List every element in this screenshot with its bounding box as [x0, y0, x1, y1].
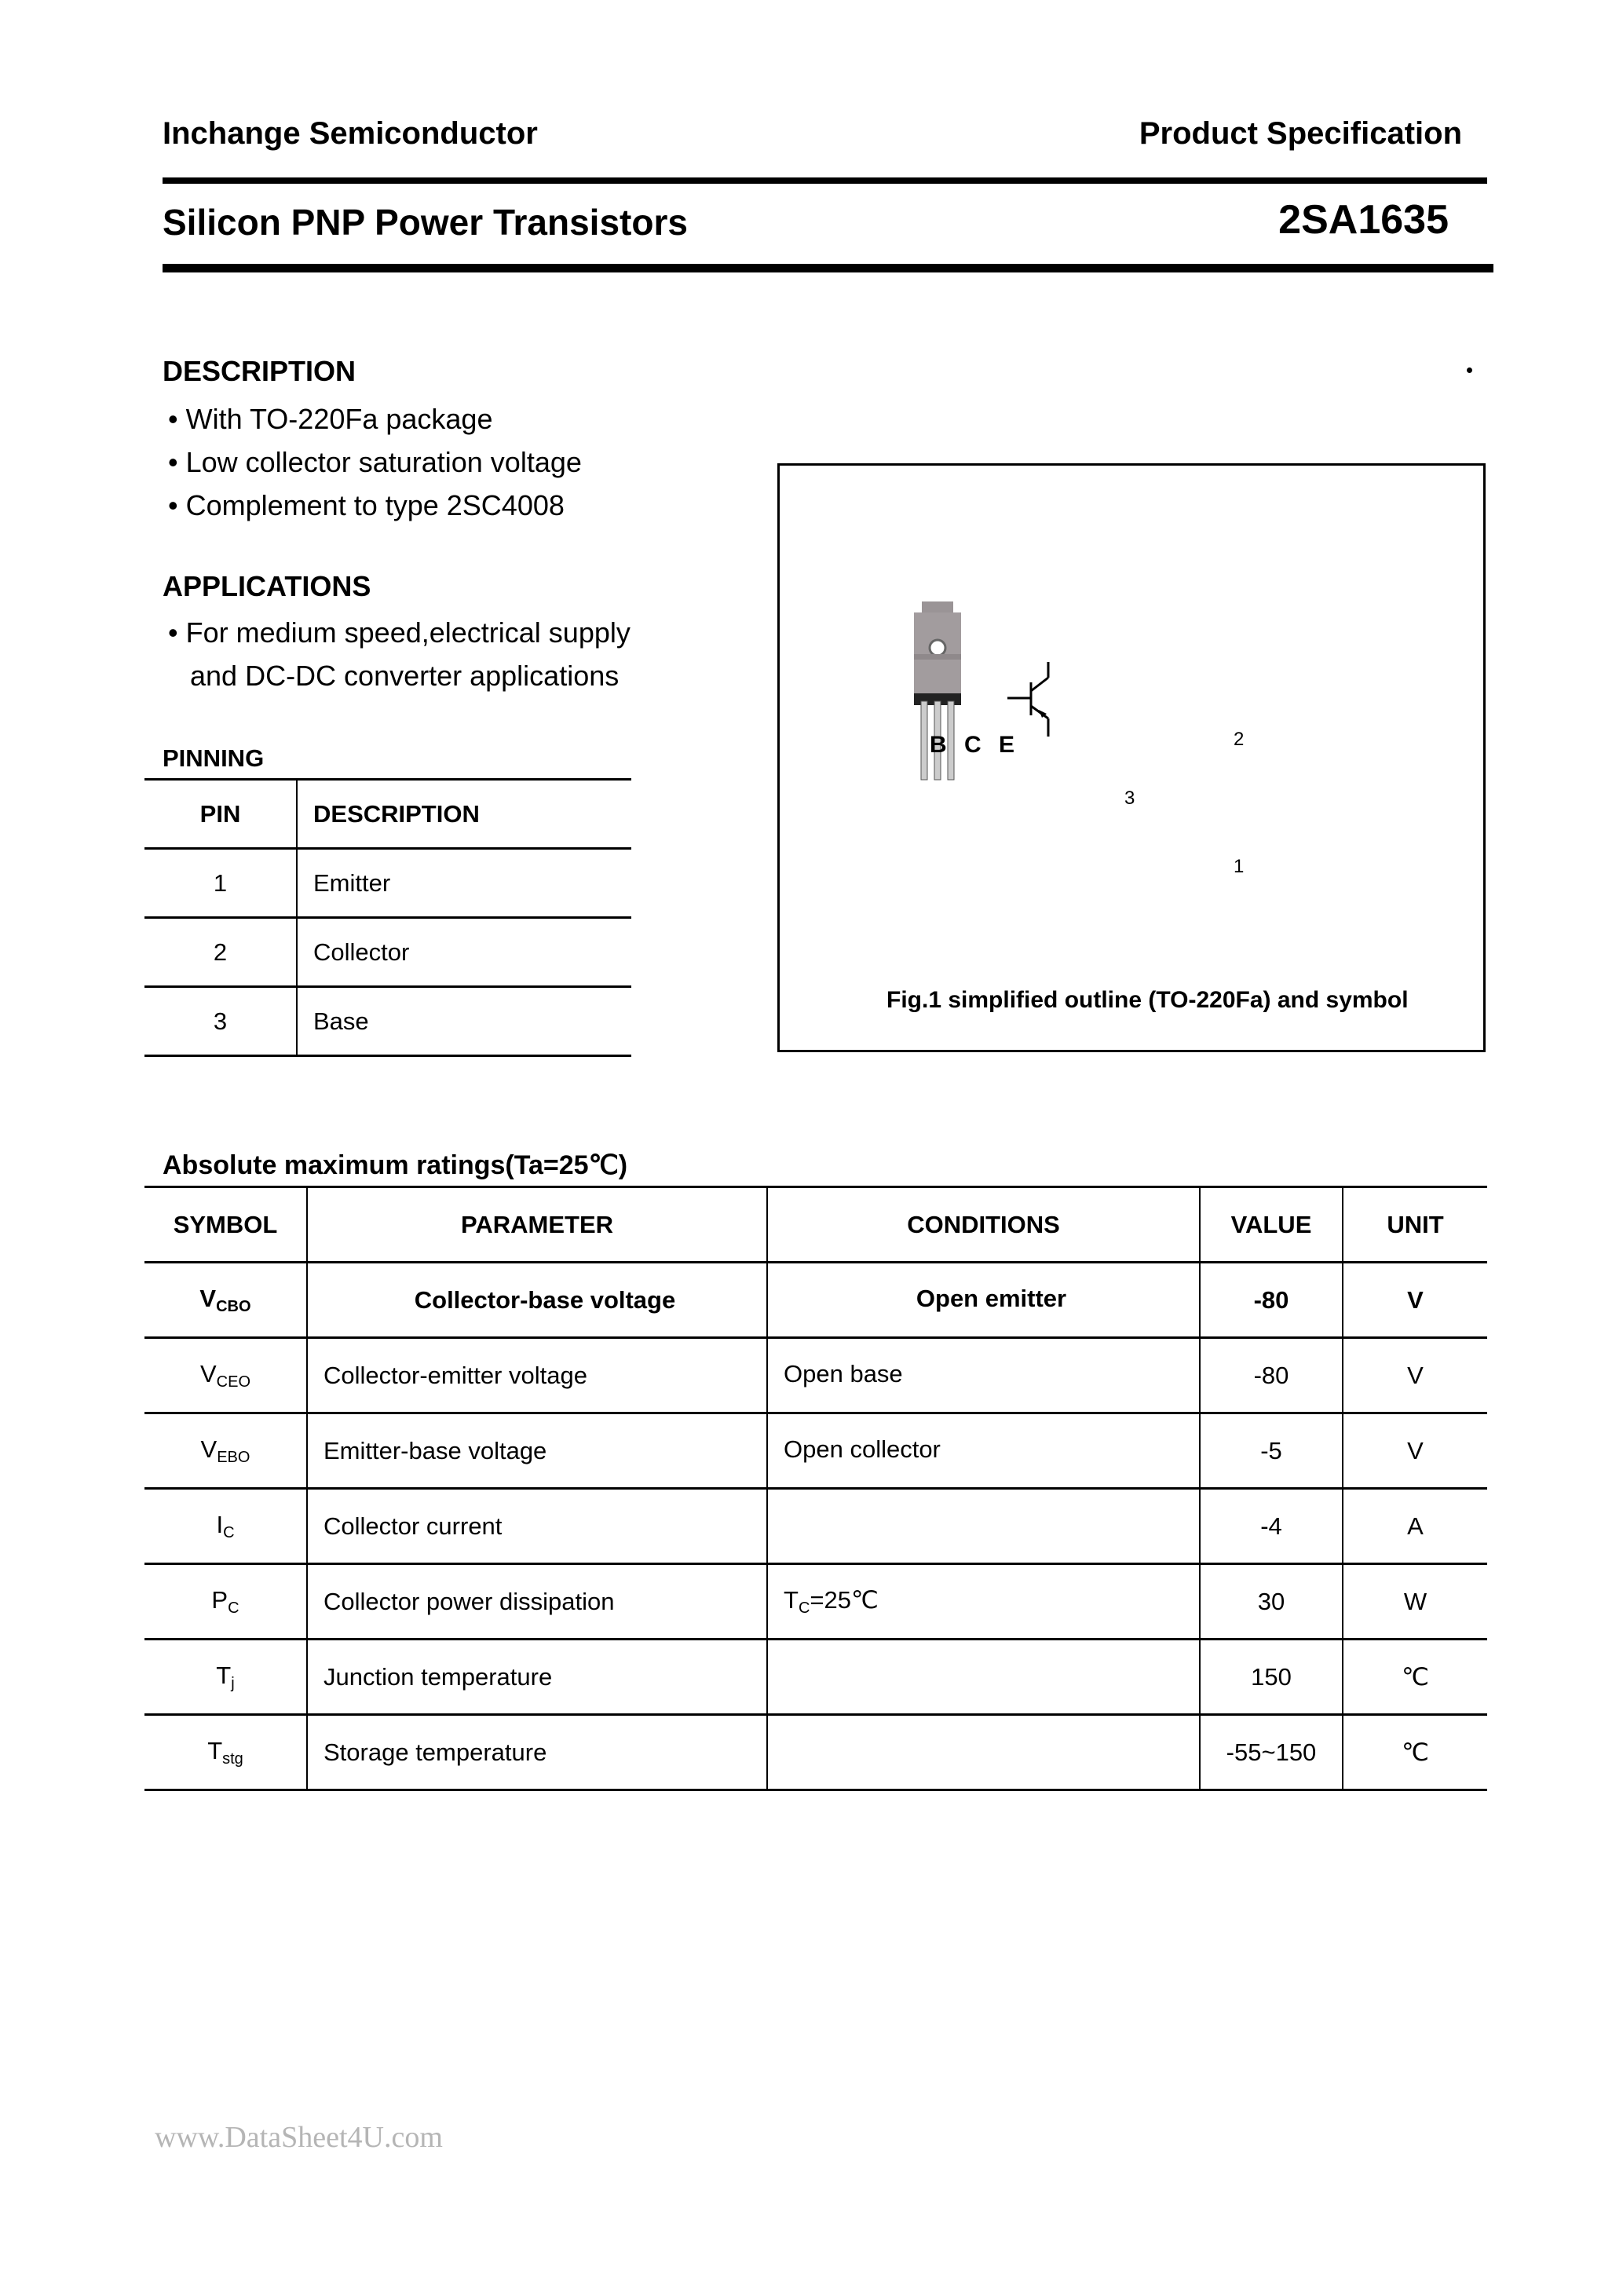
value: -4	[1200, 1489, 1343, 1564]
conditions	[767, 1564, 1200, 1640]
condition-main: Open base	[784, 1359, 903, 1387]
condition-rest: =25℃	[810, 1585, 879, 1614]
description-list	[168, 397, 582, 527]
symbol	[144, 1413, 307, 1489]
parameter: Collector current	[307, 1489, 767, 1564]
symbol	[144, 1263, 307, 1338]
symbol	[144, 1715, 307, 1790]
conditions	[767, 1263, 1200, 1338]
col-header: PARAMETER	[307, 1187, 767, 1263]
item-text: With TO-220Fa package	[185, 403, 493, 435]
symbol	[144, 1489, 307, 1564]
parameter: Emitter-base voltage	[307, 1413, 767, 1489]
part-number: 2SA1635	[1278, 197, 1449, 243]
col-header: DESCRIPTION	[297, 780, 631, 849]
ratings-table	[144, 1186, 1487, 1791]
applications-list	[168, 611, 631, 697]
table-row	[144, 1640, 1487, 1715]
description-heading: DESCRIPTION	[163, 355, 356, 387]
figure-caption: Fig.1 simplified outline (TO-220Fa) and symbol	[886, 987, 1409, 1013]
symbol	[144, 1338, 307, 1413]
conditions	[767, 1338, 1200, 1413]
transistor-symbol	[1007, 662, 1048, 737]
pinning-table	[144, 778, 631, 1057]
unit: V	[1343, 1413, 1487, 1489]
list-item: • Low collector saturation voltage	[168, 446, 582, 478]
list-item: • Complement to type 2SC4008	[168, 489, 565, 521]
unit: V	[1343, 1263, 1487, 1338]
value: 150	[1200, 1640, 1343, 1715]
item-text: Complement to type 2SC4008	[185, 489, 565, 521]
divider	[163, 264, 1493, 272]
symbol-subscript: stg	[222, 1749, 243, 1768]
table-header	[144, 780, 631, 849]
conditions	[767, 1715, 1200, 1790]
pin-label: 2	[1234, 729, 1245, 750]
table-row	[144, 1564, 1487, 1640]
pin-label: 1	[1234, 856, 1245, 877]
table-row	[144, 1413, 1487, 1489]
col-header: CONDITIONS	[767, 1187, 1200, 1263]
table-row	[144, 987, 631, 1056]
pin-number: 1	[144, 849, 297, 918]
doc-type: Product Specification	[1139, 116, 1462, 151]
table-row	[144, 918, 631, 987]
col-header: PIN	[144, 780, 297, 849]
parameter: Collector-base voltage	[307, 1263, 767, 1338]
conditions	[767, 1640, 1200, 1715]
symbol	[144, 1640, 307, 1715]
page-title: Silicon PNP Power Transistors	[163, 202, 688, 243]
item-text: Low collector saturation voltage	[185, 446, 582, 478]
item-text: For medium speed,electrical supply	[185, 616, 631, 649]
symbol-main: V	[199, 1359, 217, 1387]
unit: W	[1343, 1564, 1487, 1640]
unit: A	[1343, 1489, 1487, 1564]
figure-box	[777, 463, 1486, 1052]
symbol-subscript: C	[223, 1523, 235, 1541]
symbol-subscript: CEO	[216, 1373, 251, 1391]
pin-labels: B C E	[930, 732, 1020, 758]
table-header	[144, 1187, 1487, 1263]
unit: V	[1343, 1338, 1487, 1413]
pinning-heading: PINNING	[163, 744, 265, 772]
table-row	[144, 1338, 1487, 1413]
symbol-main: T	[216, 1661, 232, 1689]
parameter: Storage temperature	[307, 1715, 767, 1790]
applications-heading: APPLICATIONS	[163, 570, 371, 602]
symbol	[144, 1564, 307, 1640]
item-text: and DC-DC converter applications	[190, 660, 620, 692]
condition-main: Open collector	[784, 1435, 941, 1463]
symbol-main: I	[216, 1510, 224, 1538]
symbol-main: V	[199, 1284, 217, 1312]
value: -55~150	[1200, 1715, 1343, 1790]
value: 30	[1200, 1564, 1343, 1640]
condition-subscript: C	[798, 1599, 810, 1617]
value: -80	[1200, 1338, 1343, 1413]
pin-description: Emitter	[297, 849, 631, 918]
table-row	[144, 1263, 1487, 1338]
value: -5	[1200, 1413, 1343, 1489]
list-item: • With TO-220Fa package	[168, 403, 493, 435]
symbol-subscript: C	[228, 1599, 239, 1617]
unit: ℃	[1343, 1640, 1487, 1715]
condition-main: Open emitter	[916, 1284, 1067, 1312]
ratings-heading: Absolute maximum ratings(Ta=25℃)	[163, 1150, 628, 1180]
symbol-main: V	[200, 1435, 217, 1463]
watermark: www.DataSheet4U.com	[155, 2121, 443, 2154]
symbol-subscript: EBO	[217, 1448, 250, 1466]
symbol-pin-3	[1124, 788, 1135, 810]
list-item: • For medium speed,electrical supply	[168, 616, 631, 649]
company-name: Inchange Semiconductor	[163, 116, 538, 151]
table-row	[144, 849, 631, 918]
conditions	[767, 1489, 1200, 1564]
table-row	[144, 1489, 1487, 1564]
pin-number: 3	[144, 987, 297, 1056]
dot	[1467, 367, 1472, 373]
pin-description: Collector	[297, 918, 631, 987]
symbol-main: T	[207, 1736, 223, 1764]
unit: ℃	[1343, 1715, 1487, 1790]
symbol-pin-1	[1234, 856, 1244, 878]
pin-description: Base	[297, 987, 631, 1056]
parameter: Collector-emitter voltage	[307, 1338, 767, 1413]
symbol-subscript: j	[231, 1674, 235, 1692]
symbol-main: P	[211, 1585, 228, 1614]
divider	[163, 177, 1487, 184]
parameter: Collector power dissipation	[307, 1564, 767, 1640]
pin-number: 2	[144, 918, 297, 987]
condition-main: T	[784, 1585, 799, 1614]
col-header: UNIT	[1343, 1187, 1487, 1263]
col-header: SYMBOL	[144, 1187, 307, 1263]
value: -80	[1200, 1263, 1343, 1338]
pin-label: 3	[1124, 788, 1135, 809]
table-row	[144, 1715, 1487, 1790]
col-header: VALUE	[1200, 1187, 1343, 1263]
conditions	[767, 1413, 1200, 1489]
symbol-pin-2	[1234, 729, 1244, 751]
symbol-subscript: CBO	[216, 1297, 251, 1315]
parameter: Junction temperature	[307, 1640, 767, 1715]
transistor-outline-image	[780, 466, 1483, 1050]
